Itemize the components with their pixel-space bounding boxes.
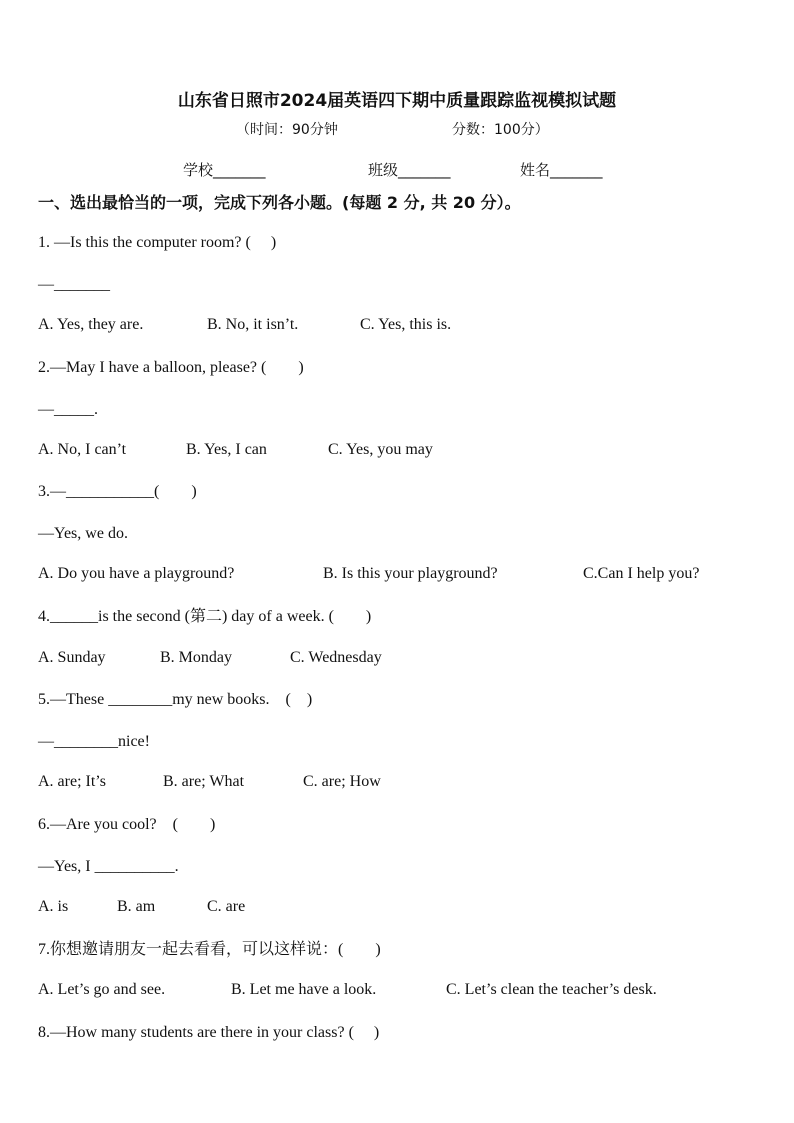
page-title: 山东省日照市2024届英语四下期中质量跟踪监视模拟试题 <box>177 91 617 111</box>
q3-option-b[interactable]: B. Is this your playground? <box>323 565 498 582</box>
q1-option-a[interactable]: A. Yes, they are. <box>38 316 144 333</box>
q7-option-c[interactable]: C. Let’s clean the teacher’s desk. <box>446 981 657 998</box>
q7-option-b[interactable]: B. Let me have a look. <box>231 981 377 998</box>
answer-line-2: —_____. <box>38 401 98 418</box>
q2-option-a[interactable]: A. No, I can’t <box>38 441 127 458</box>
class-field[interactable]: 班级_______ <box>368 161 451 179</box>
exam-time: （时间：90分钟 <box>236 122 338 138</box>
q6-option-b[interactable]: B. am <box>117 898 156 915</box>
name-field[interactable]: 姓名_______ <box>520 161 603 179</box>
q3-option-c[interactable]: C.Can I help you? <box>583 565 700 582</box>
question-1: 1. —Is this the computer room? ( ) <box>38 234 277 251</box>
q6-option-a[interactable]: A. is <box>38 898 69 915</box>
q5-option-b[interactable]: B. are; What <box>163 773 245 790</box>
q4-option-a[interactable]: A. Sunday <box>38 649 106 666</box>
question-8: 8.—How many students are there in your class? ( ) <box>38 1024 380 1041</box>
question-3: 3.—___________( ) <box>38 483 197 500</box>
school-field[interactable]: 学校_______ <box>183 161 266 179</box>
section-heading: 一、选出最恰当的一项，完成下列各小题。(每题 2 分, 共 20 分）。 <box>38 193 521 212</box>
q2-option-b[interactable]: B. Yes, I can <box>186 441 267 458</box>
q5-option-c[interactable]: C. are; How <box>303 773 381 790</box>
q4-option-c[interactable]: C. Wednesday <box>290 649 382 666</box>
answer-line-1: —_______ <box>38 276 110 293</box>
q3-option-a[interactable]: A. Do you have a playground? <box>38 565 235 582</box>
q7-option-a[interactable]: A. Let’s go and see. <box>38 981 166 998</box>
answer-line-5: —________nice! <box>38 733 150 750</box>
question-7: 7.你想邀请朋友一起去看看，可以这样说：( ) <box>38 941 381 958</box>
exam-score: 分数：100分） <box>452 122 549 138</box>
q2-option-c[interactable]: C. Yes, you may <box>328 441 433 458</box>
question-4: 4.______is the second (第二) day of a week. ( ) <box>38 608 372 625</box>
q6-option-c[interactable]: C. are <box>207 898 246 915</box>
q5-option-a[interactable]: A. are; It’s <box>38 773 106 790</box>
q1-option-c[interactable]: C. Yes, this is. <box>360 316 452 333</box>
question-5: 5.—These ________my new books. ( ) <box>38 691 313 708</box>
answer-line-6: —Yes, I __________. <box>38 858 179 875</box>
question-6: 6.—Are you cool? ( ) <box>38 816 216 833</box>
q1-option-b[interactable]: B. No, it isn’t. <box>207 316 299 333</box>
answer-line-3: —Yes, we do. <box>38 525 128 542</box>
q4-option-b[interactable]: B. Monday <box>160 649 232 666</box>
question-2: 2.—May I have a balloon, please? ( ) <box>38 359 304 376</box>
